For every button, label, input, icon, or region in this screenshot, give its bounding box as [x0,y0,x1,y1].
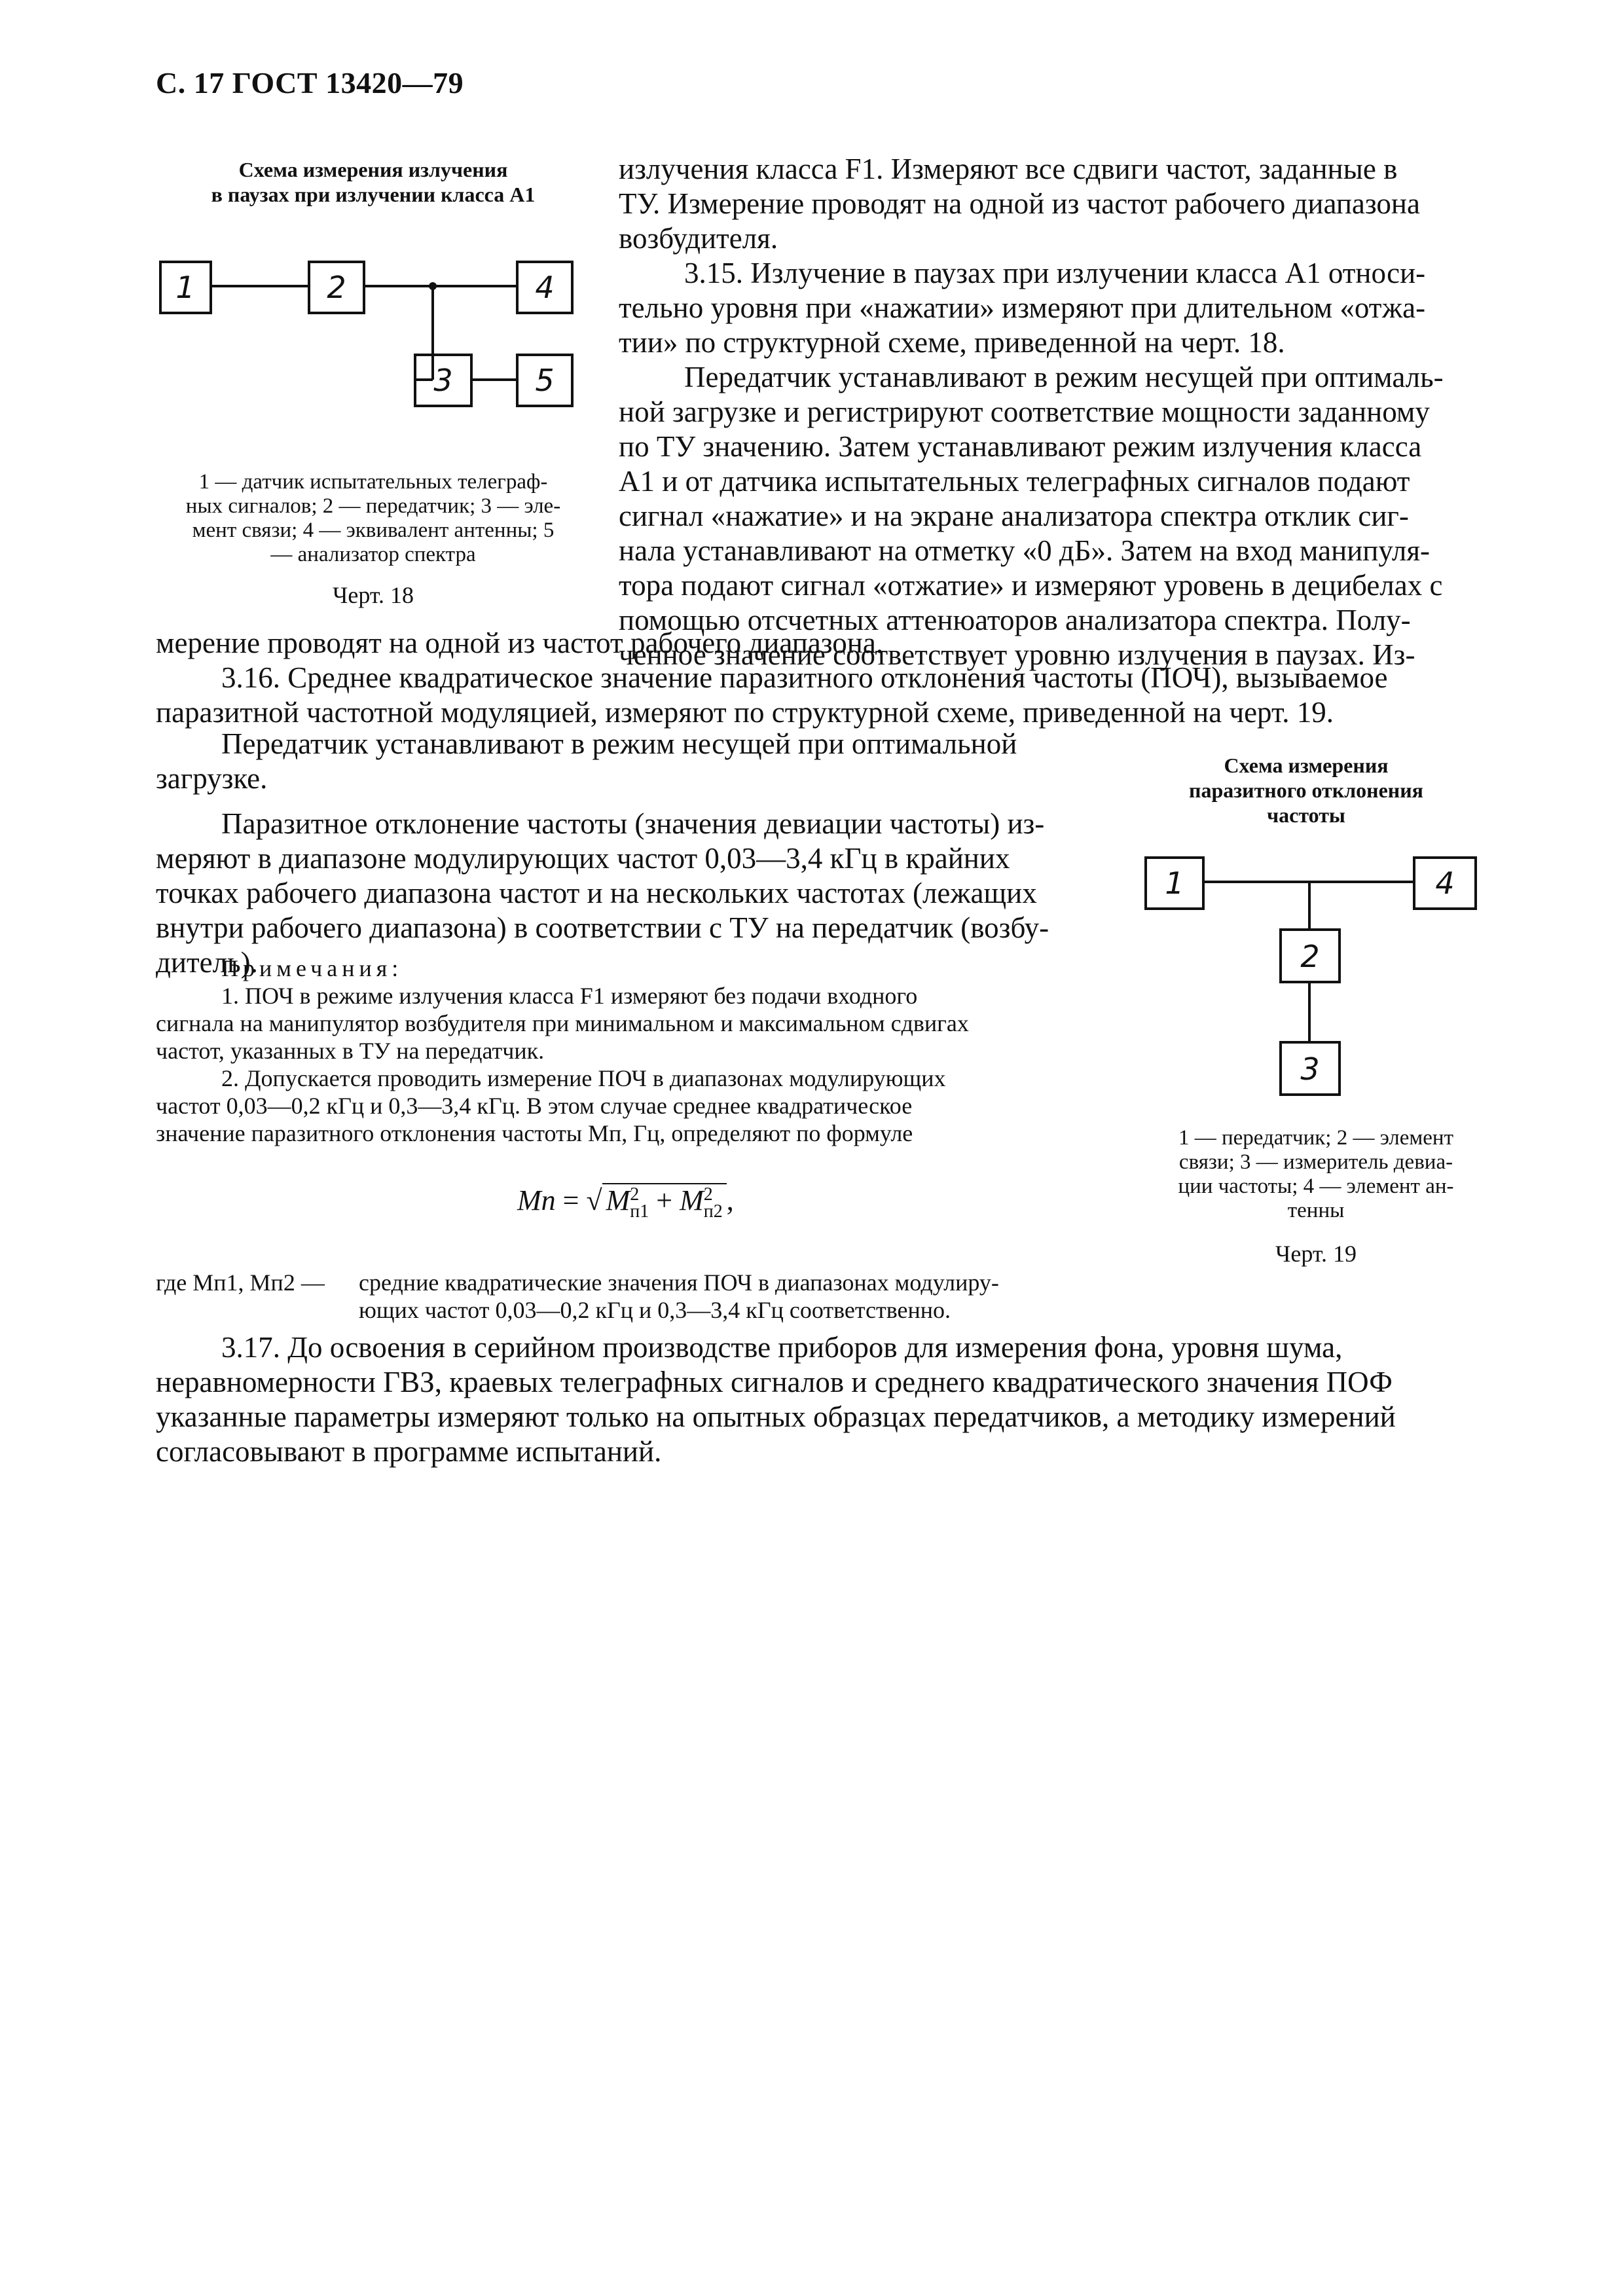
formula-tail: , [726,1184,734,1216]
notes [156,955,1112,1147]
text-line: излучения класса F1. Измеряют все сдвиги частот, заданные в [619,153,1398,185]
formula-lhs: Mп [517,1184,556,1216]
text-line: ТУ. Измерение проводят на одной из частот рабочего диапазона [619,187,1420,220]
text-line: согласовывают в программе испытаний. [156,1435,662,1468]
fig18-label-4: 4 [535,270,555,305]
text-line: значение паразитного отклонения частоты Mп, Гц, определяют по формуле [156,1120,913,1146]
fig19-label-2: 2 [1300,939,1320,974]
fig18-legend-line: 1 — датчик испытательных телеграф- [198,470,548,494]
text-line: тии» по структурной схеме, приведенной на черт. 18. [619,326,1285,359]
formula-root: √ [586,1184,602,1216]
fig19-legend-line: тенны [1287,1199,1345,1222]
fig18-label-3: 3 [433,363,453,398]
text-line: возбудителя. [619,222,778,255]
text-line: точках рабочего диапазона частот и на нескольких частотах (лежащих [156,877,1037,909]
formula-sub: п2 [703,1201,723,1222]
full-width-text [156,626,1480,730]
fig18-title-line2: в паузах при излучении класса А1 [211,183,536,206]
fig18-diagram [151,249,596,432]
text-line: сигнал «нажатие» и на экране анализатора спектра отклик сиг- [619,500,1409,532]
fig18-legend-line: ных сигналов; 2 — передатчик; 3 — эле- [185,494,561,518]
where-text: ющих частот 0,03—0,2 кГц и 0,3—3,4 кГц соответственно. [359,1297,951,1323]
text-line: дитель). [156,946,258,979]
text-line: частот 0,03—0,2 кГц и 0,3—3,4 кГц. В этом случае среднее квадратическое [156,1093,913,1119]
text-line: по ТУ значению. Затем устанавливают режим излучения класса [619,430,1422,463]
fig19-label-4: 4 [1435,866,1455,901]
formula-plus: + [656,1184,673,1216]
note-1 [156,982,1112,1065]
text-line: меряют в диапазоне модулирующих частот 0,03—3,4 кГц в крайних [156,842,1010,875]
formula [517,1184,734,1220]
fig19-diagram [1139,845,1493,1120]
formula-eq: = [562,1184,579,1216]
fig18-legend-line: мент связи; 4 — эквивалент антенны; 5 [192,519,555,542]
text-line: загрузке. [156,762,268,795]
fig18-title-line1: Схема измерения излучения [238,158,508,181]
fig18-junction [429,282,437,290]
paragraph-3-17 [156,1330,1480,1469]
formula-sup: 2 [703,1184,713,1205]
fig18-legend-line: — анализатор спектра [270,543,476,566]
text-line: Передатчик устанавливают в режим несущей при оптимальной [221,727,1017,760]
fig19-title-line: частоты [1267,803,1345,827]
fig19-legend-line: ции частоты; 4 — элемент ан- [1178,1175,1454,1198]
formula-radicand [602,1183,727,1222]
column-text-top [619,152,1480,672]
note-2 [156,1065,1112,1147]
text-line: мерение проводят на одной из частот рабочего диапазона. [156,627,884,659]
paragraph [156,727,1112,796]
where-clause [156,1269,1112,1324]
text-line: 1. ПОЧ в режиме излучения класса F1 измеряют без подачи входного [221,983,918,1009]
text-line: ной загрузке и регистрируют соответствие мощности заданному [619,395,1430,428]
fig19-legend [1139,1126,1493,1223]
where-label: где Mп1, Mп2 — [156,1269,325,1296]
fig19-title-line: паразитного отклонения [1189,778,1423,802]
paragraph-3-16 [156,661,1480,730]
fig18-label-1: 1 [175,270,195,305]
notes-title: Примечания: [221,955,403,981]
formula-sup: 2 [630,1184,640,1205]
fig18-chert: Черт. 18 [333,582,414,608]
fig19-title-line: Схема измерения [1224,754,1389,777]
fig19-legend-line: 1 — передатчик; 2 — элемент [1178,1126,1454,1150]
paragraph [619,152,1480,256]
formula-sub: п1 [630,1201,649,1222]
text-line: сигнала на манипулятор возбудителя при минимальном и максимальном сдвигах [156,1010,969,1036]
text-line: 3.17. До освоения в серийном производстве приборов для измерения фона, уровня шума, [221,1331,1343,1364]
column-text-bottom [156,727,1112,980]
text-line: А1 и от датчика испытательных телеграфных сигналов подают [619,465,1410,498]
paragraph-3-15 [619,256,1480,360]
text-line: частот, указанных в ТУ на передатчик. [156,1038,545,1064]
formula-m1: M [606,1184,630,1216]
formula-m2: M [680,1184,704,1216]
text-line: нала устанавливают на отметку «0 дБ». Затем на вход манипуля- [619,534,1431,567]
text-line: неравномерности ГВЗ, краевых телеграфных сигналов и среднего квадратического значения ПОФ [156,1366,1393,1398]
text-line: указанные параметры измеряют только на опытных образцах передатчиков, а методику измерений [156,1400,1396,1433]
text-line: 2. Допускается проводить измерение ПОЧ в диапазонах модулирующих [221,1065,946,1091]
fig18-label-2: 2 [327,270,346,305]
text-line: ченное значение соответствует уровню излучения в паузах. Из- [619,638,1415,671]
fig18-legend [157,470,589,567]
fig18-label-5: 5 [535,363,555,398]
text-line: тора подают сигнал «отжатие» и измеряют уровень в децибелах с [619,569,1443,602]
text-line: помощью отсчетных аттенюаторов анализатора спектра. Полу- [619,604,1411,636]
fig18-title [164,157,583,207]
where-row [156,1269,1112,1296]
where-text: средние квадратические значения ПОЧ в диапазонах модулиру- [359,1269,999,1296]
formula-script-1 [630,1186,649,1220]
text-line: паразитной частотной модуляцией, измеряют по структурной схеме, приведенной на черт. 19. [156,696,1334,729]
text-line: внутри рабочего диапазона) в соответствии с ТУ на передатчик (возбу- [156,911,1049,944]
text-line: Передатчик устанавливают в режим несущей при оптималь- [684,361,1444,393]
fig19-legend-line: связи; 3 — измеритель девиа- [1178,1150,1453,1174]
formula-script-2 [704,1186,723,1220]
text-line: 3.15. Излучение в паузах при излучении класса А1 относи- [684,257,1426,289]
page-header: С. 17 ГОСТ 13420—79 [156,66,464,100]
text-line: тельно уровня при «нажатии» измеряют при длительном «отжа- [619,291,1426,324]
fig19-label-1: 1 [1165,866,1184,901]
text-line: Паразитное отклонение частоты (значения девиации частоты) из- [221,807,1045,840]
fig19-chert: Черт. 19 [1275,1241,1357,1267]
paragraph-continuation [156,626,1480,661]
fig19-title [1133,753,1480,828]
fig19-label-3: 3 [1300,1051,1320,1087]
text-line: 3.16. Среднее квадратическое значение паразитного отклонения частоты (ПОЧ), вызываемое [221,661,1388,694]
paragraph [156,1330,1480,1469]
